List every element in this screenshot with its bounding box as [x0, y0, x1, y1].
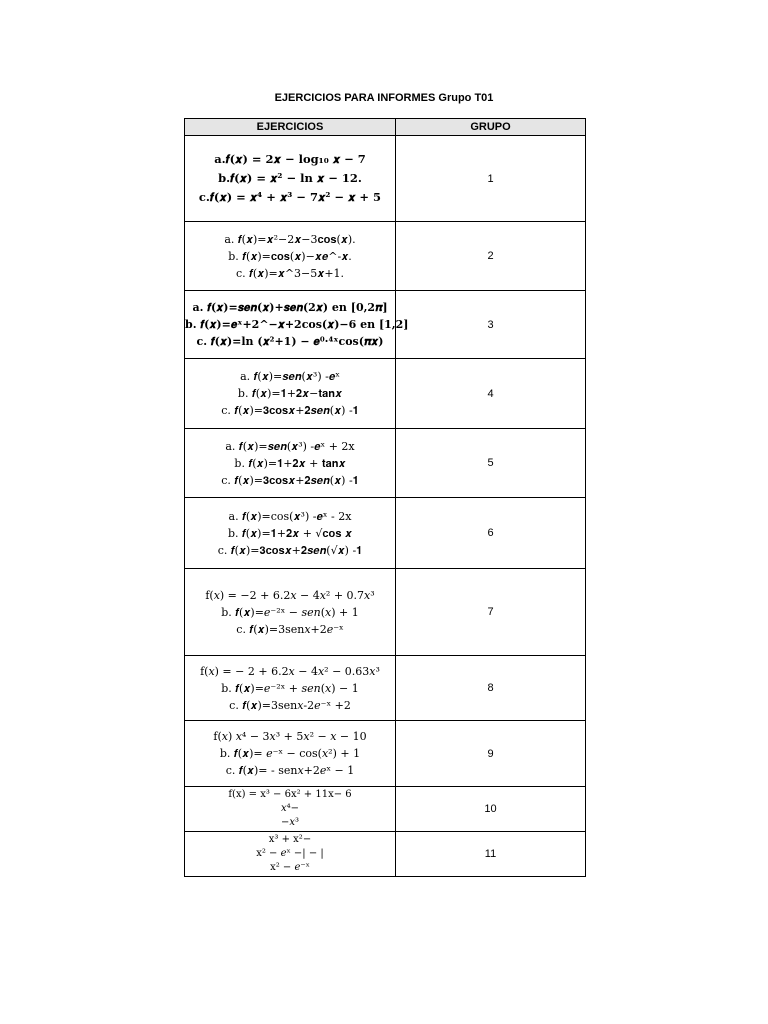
exercise-line: f(𝑥) = − 2 + 6.2𝑥 − 4𝑥² − 0.63𝑥³ [200, 664, 380, 678]
exercises-table [184, 118, 586, 877]
exercise-line: f(𝑥) 𝑥⁴ − 3𝑥³ + 5𝑥² − 𝑥 − 10 [213, 730, 367, 743]
exercise-line: c. 𝒇(𝒙)= - sen𝑥+2𝑒ˣ − 1 [225, 764, 355, 777]
table-row [185, 136, 586, 222]
table-row [185, 656, 586, 721]
exercise-line: b. 𝒇(𝒙)=𝐜𝐨𝐬(𝒙)−𝒙𝒆^-𝒙. [228, 249, 352, 263]
exercise-line: b. 𝒇(𝒙)=𝟏+𝟐𝒙 + 𝐭𝐚𝐧𝒙 [234, 456, 346, 470]
exercise-line: a. 𝒇(𝒙)=𝒔𝒆𝒏(𝒙³) -𝒆ˣ [240, 370, 340, 383]
group-number: 3 [396, 291, 586, 359]
group-number: 4 [396, 359, 586, 429]
exercise-cell [185, 721, 396, 787]
exercise-cell [185, 291, 409, 359]
exercise-line: a. 𝒇(𝒙)=𝒙²−2𝒙−3𝐜𝐨𝐬(𝒙). [224, 232, 356, 246]
group-number: 2 [396, 222, 586, 291]
group-number: 11 [396, 832, 586, 877]
table-header-row [185, 119, 586, 136]
exercise-line: a. 𝒇(𝒙)=𝒔𝒆𝒏(𝒙)+𝒔𝒆𝒏(𝟐𝒙) en [𝟎,𝟐𝝅] [192, 301, 388, 314]
document-title: EJERCICIOS PARA INFORMES Grupo T01 [274, 92, 494, 104]
group-number: 9 [396, 721, 586, 787]
table-row [185, 569, 586, 656]
table-row [185, 787, 586, 832]
group-number: 8 [396, 656, 586, 721]
exercise-cell [185, 359, 396, 429]
exercise-line: b. 𝒇(𝒙)=𝑒⁻²ˣ − 𝑠𝑒𝑛(𝑥) + 1 [221, 605, 359, 619]
exercise-line: b. 𝒇(𝒙)= 𝑒⁻ˣ − cos(𝑥²) + 1 [219, 747, 361, 760]
group-number: 5 [396, 429, 586, 498]
exercise-line: b. 𝒇(𝒙)=𝟏+𝟐𝒙−𝐭𝐚𝐧𝒙 [237, 387, 343, 400]
table-row [185, 291, 586, 359]
exercise-line: x³ + x²− [268, 834, 312, 845]
table-row [185, 429, 586, 498]
exercise-cell [185, 222, 396, 291]
exercise-line: f(x) = x³ − 6x² + 11x− 6 [228, 789, 352, 800]
table-row [185, 359, 586, 429]
exercise-line: c. 𝒇(𝒙)=𝟑𝐜𝐨𝐬𝒙+𝟐𝒔𝒆𝒏(√𝒙) -𝟏 [217, 543, 363, 557]
exercise-line: a. 𝒇(𝒙)=𝒔𝒆𝒏(𝒙³) -𝒆ˣ + 2x [225, 439, 355, 453]
group-number: 6 [396, 498, 586, 569]
header-ejercicios: EJERCICIOS [185, 119, 396, 136]
exercise-line: f(𝑥) = −2 + 6.2𝑥 − 4𝑥² + 0.7𝑥³ [205, 588, 375, 602]
exercise-cell [185, 429, 396, 498]
group-number: 10 [396, 787, 586, 832]
table-row [185, 498, 586, 569]
exercise-line: c. 𝒇(𝒙)=3sen𝑥+2𝑒⁻ˣ [236, 622, 344, 636]
exercise-line: b. 𝒇(𝒙)=𝑒⁻²ˣ + 𝑠𝑒𝑛(𝑥) − 1 [221, 681, 359, 695]
exercise-cell [185, 498, 396, 569]
exercise-line: c. 𝒇(𝒙)=𝐥𝐧 (𝒙²+𝟏) − 𝒆⁰·⁴ˣ𝐜𝐨𝐬(𝝅𝒙) [196, 335, 384, 348]
exercise-line: c.𝒇(𝒙) = 𝒙⁴ + 𝒙³ − 𝟕𝒙² − 𝒙 + 𝟓 [198, 190, 382, 204]
exercise-line: c. 𝒇(𝒙)=𝟑𝐜𝐨𝐬𝒙+𝟐𝒔𝒆𝒏(𝒙) -𝟏 [221, 404, 359, 417]
exercise-line: 𝑥⁴− [280, 803, 300, 814]
table-row [185, 832, 586, 877]
exercise-cell [185, 569, 396, 656]
exercise-cell [185, 787, 396, 832]
group-number: 7 [396, 569, 586, 656]
exercise-line: c. 𝒇(𝒙)=𝟑𝐜𝐨𝐬𝒙+𝟐𝒔𝒆𝒏(𝒙) -𝟏 [221, 473, 359, 487]
table-row [185, 721, 586, 787]
exercise-line: b. 𝒇(𝒙)=𝟏+𝟐𝒙 + √𝐜𝐨𝐬 𝒙 [228, 526, 352, 540]
exercise-line: a. 𝒇(𝒙)=cos(𝒙³) -𝒆ˣ - 2x [228, 509, 352, 523]
exercise-line: c. 𝒇(𝒙)=𝒙^3−5𝒙+1. [235, 266, 345, 280]
exercise-line: x² − 𝑒⁻ˣ [270, 862, 310, 873]
table-row [185, 222, 586, 291]
exercise-cell [185, 136, 396, 222]
exercise-cell [185, 832, 396, 877]
group-number: 1 [396, 136, 586, 222]
exercise-line: b.𝒇(𝒙) = 𝒙² − 𝐥𝐧 𝒙 − 𝟏𝟐. [218, 171, 362, 185]
exercise-line: c. 𝒇(𝒙)=3sen𝑥-2𝑒⁻ˣ +2 [229, 698, 351, 712]
exercise-line: x² − 𝑒ˣ −| − | [256, 848, 324, 859]
header-grupo: GRUPO [396, 119, 586, 136]
exercise-line: b. 𝒇(𝒙)=𝒆ˣ+𝟐^−𝒙+𝟐𝐜𝐨𝐬(𝒙)−𝟔 en [𝟏,𝟐] [185, 318, 409, 331]
exercise-line: −𝑥³ [280, 817, 300, 828]
exercise-cell [185, 656, 396, 721]
exercise-line: a.𝒇(𝒙) = 𝟐𝒙 − 𝐥𝐨𝐠₁₀ 𝒙 − 𝟕 [214, 152, 366, 166]
